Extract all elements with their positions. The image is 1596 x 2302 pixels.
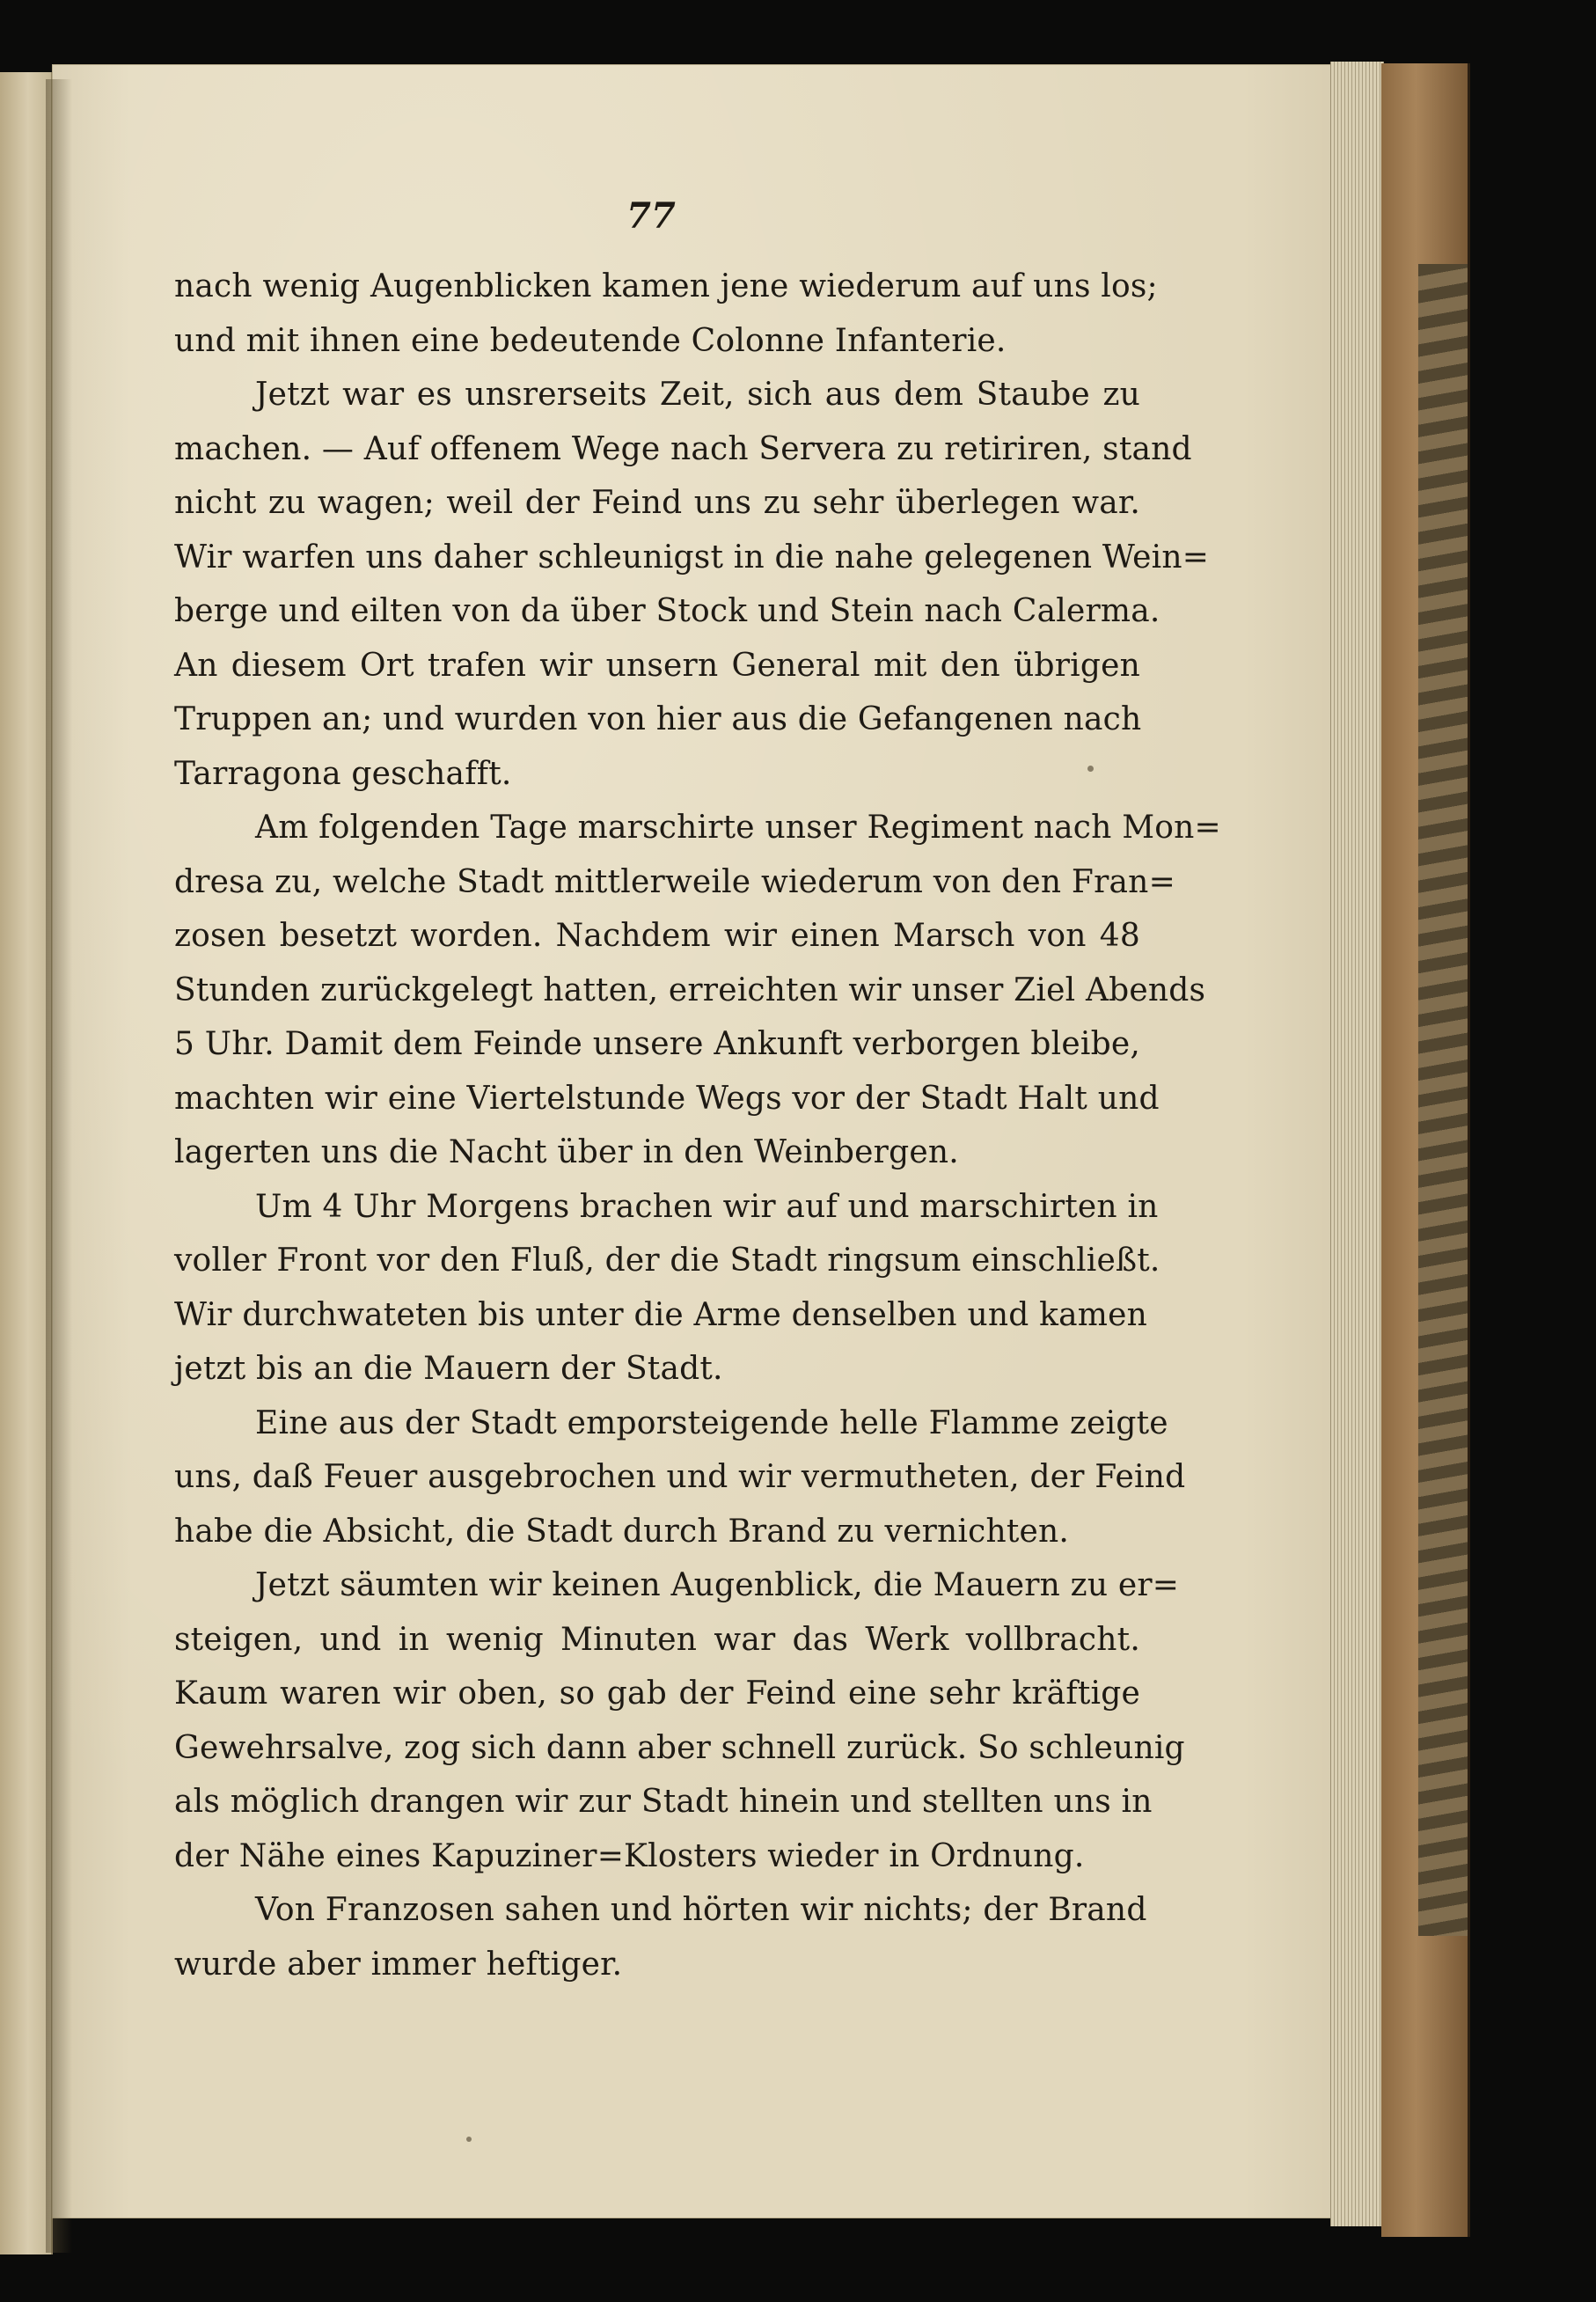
text-line: Jetzt säumten wir keinen Augenblick, die Mauern zu er= bbox=[255, 1567, 1180, 1603]
text-line: dresa zu, welche Stadt mittlerweile wiederum von den Fran= bbox=[174, 863, 1175, 900]
text-line: machten wir eine Viertelstunde Wegs vor der Stadt Halt und bbox=[174, 1080, 1160, 1117]
text-line: wurde aber immer heftiger. bbox=[174, 1946, 623, 1983]
text-line: Tarragona geschafft. bbox=[174, 755, 512, 792]
text-line: steigen, und in wenig Minuten war das Werk vollbracht. bbox=[174, 1621, 1140, 1658]
text-line: Um 4 Uhr Morgens brachen wir auf und marschirten in bbox=[255, 1188, 1159, 1225]
text-line: Truppen an; und wurden von hier aus die Gefangenen nach bbox=[174, 701, 1142, 737]
text-line: Kaum waren wir oben, so gab der Feind eine sehr kräftige bbox=[174, 1675, 1140, 1712]
marbled-cover-paper bbox=[1418, 264, 1468, 1936]
text-line: zosen besetzt worden. Nachdem wir einen Marsch von 48 bbox=[174, 918, 1140, 954]
text-line: Wir durchwateten bis unter die Arme denselben und kamen bbox=[174, 1296, 1148, 1333]
facing-page-edge bbox=[0, 72, 53, 2254]
text-line: und mit ihnen eine bedeutende Colonne Infanterie. bbox=[174, 322, 1007, 359]
text-line: lagerten uns die Nacht über in den Weinbergen. bbox=[174, 1134, 959, 1170]
page-number: 77 bbox=[626, 195, 676, 237]
text-line: machen. — Auf offenem Wege nach Servera zu retiriren, stand bbox=[174, 430, 1192, 467]
text-line: uns, daß Feuer ausgebrochen und wir vermutheten, der Feind bbox=[174, 1459, 1186, 1495]
text-line: Wir warfen uns daher schleunigst in die nahe gelegenen Wein= bbox=[174, 539, 1210, 576]
header-space bbox=[174, 195, 1140, 260]
text-line: 5 Uhr. Damit dem Feinde unsere Ankunft verborgen bleibe, bbox=[174, 1026, 1140, 1062]
ink-spot bbox=[466, 2137, 472, 2142]
ink-spot bbox=[1087, 766, 1094, 772]
text-line: habe die Absicht, die Stadt durch Brand zu vernichten. bbox=[174, 1513, 1070, 1550]
text-line: Von Franzosen sahen und hörten wir nichts; der Brand bbox=[255, 1892, 1147, 1928]
body-text bbox=[174, 195, 1221, 1991]
text-line: berge und eilten von da über Stock und Stein nach Calerma. bbox=[174, 593, 1160, 629]
text-line: nach wenig Augenblicken kamen jene wiederum auf uns los; bbox=[174, 268, 1158, 304]
text-line: Am folgenden Tage marschirte unser Regiment nach Mon= bbox=[255, 810, 1221, 846]
text-line: als möglich drangen wir zur Stadt hinein und stellten uns in bbox=[174, 1784, 1153, 1820]
gutter-shadow bbox=[46, 79, 72, 2253]
text-line: der Nähe eines Kapuziner=Klosters wieder in Ordnung. bbox=[174, 1837, 1085, 1874]
text-line: An diesem Ort trafen wir unsern General mit den übrigen bbox=[174, 647, 1140, 684]
text-line: nicht zu wagen; weil der Feind uns zu sehr überlegen war. bbox=[174, 485, 1140, 521]
text-line: jetzt bis an die Mauern der Stadt. bbox=[174, 1351, 723, 1387]
text-line: voller Front vor den Fluß, der die Stadt ringsum einschließt. bbox=[174, 1243, 1160, 1279]
text-line: Stunden zurückgelegt hatten, erreichten wir unser Ziel Abends bbox=[174, 971, 1206, 1008]
text-line: Gewehrsalve, zog sich dann aber schnell zurück. So schleunig bbox=[174, 1729, 1185, 1766]
text-line: Jetzt war es unsrerseits Zeit, sich aus dem Staube zu bbox=[255, 377, 1140, 413]
page-stack-edges bbox=[1330, 62, 1384, 2226]
text-line: Eine aus der Stadt emporsteigende helle Flamme zeigte bbox=[255, 1404, 1168, 1441]
